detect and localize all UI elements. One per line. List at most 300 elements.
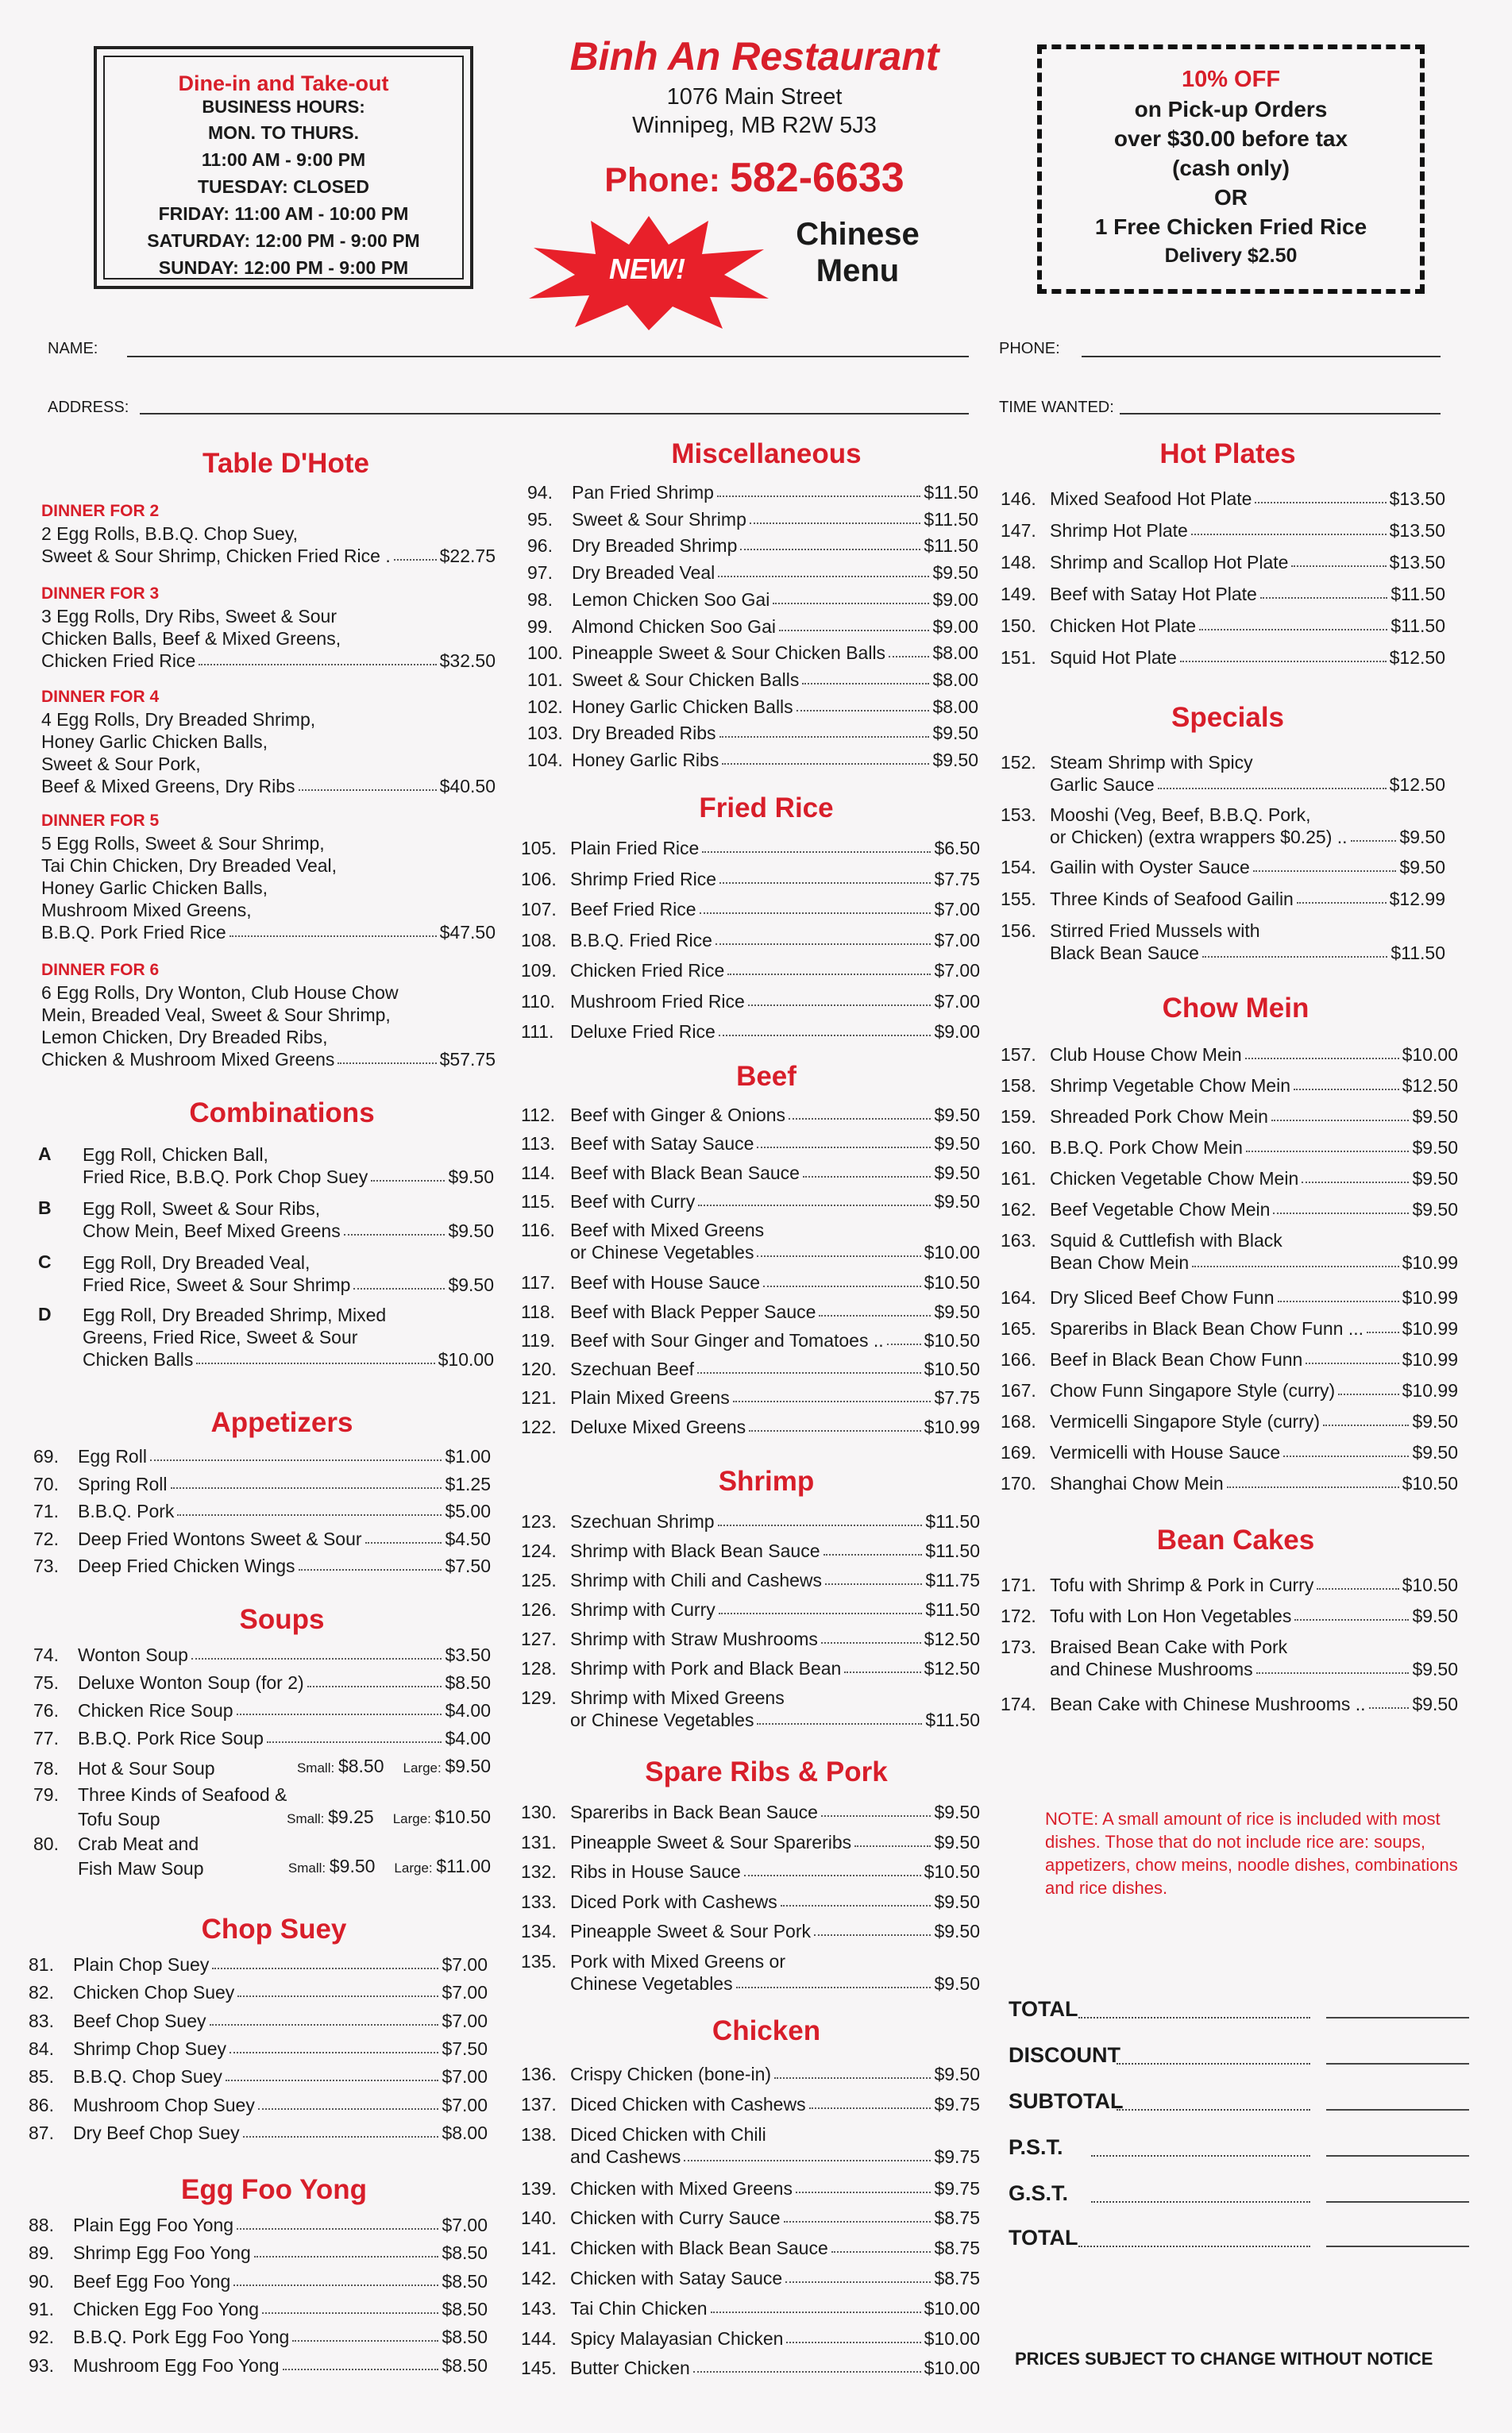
menu-item[interactable] — [521, 1598, 980, 1621]
leader-dots — [226, 2080, 439, 2081]
menu-item[interactable] — [1001, 1574, 1458, 1596]
item-line — [521, 868, 980, 890]
leader-dots — [230, 935, 437, 937]
item-line — [29, 2065, 488, 2088]
menu-item[interactable] — [521, 1190, 980, 1213]
menu-item[interactable] — [521, 1104, 980, 1126]
menu-item[interactable] — [1001, 888, 1445, 910]
leader-dots — [299, 789, 437, 791]
item-line — [521, 2297, 980, 2319]
item-price: $8.00 — [932, 669, 978, 690]
combo-text: Egg Roll, Dry Breaded Shrimp, Mixed — [83, 1305, 387, 1325]
total-entry-line[interactable] — [1326, 2246, 1469, 2247]
item-number: 77. — [33, 1728, 59, 1749]
rice-note: NOTE: A small amount of rice is included with most dishes. Those that do not include rice are: soups, appetizers, chow meins, noodle dishes, combinations and rice dishes. — [1045, 1809, 1458, 1898]
item-price: $7.00 — [442, 2010, 488, 2031]
item-price: $9.50 — [934, 1133, 980, 1155]
menu-item[interactable] — [1001, 1441, 1458, 1463]
total-entry-line[interactable] — [1326, 2063, 1469, 2065]
item-line — [521, 1132, 980, 1155]
menu-item[interactable] — [527, 669, 978, 691]
item-number: 110. — [521, 990, 556, 1012]
item-line — [521, 2123, 980, 2146]
total-label: SUBTOTAL — [1009, 2089, 1124, 2113]
dinner-line — [41, 650, 496, 672]
menu-item[interactable] — [33, 1833, 491, 1880]
item-price: $11.50 — [924, 482, 978, 503]
menu-item[interactable] — [1001, 1693, 1458, 1715]
dinner-heading: DINNER FOR 2 — [41, 502, 160, 520]
menu-item[interactable] — [521, 1358, 980, 1380]
item-line — [527, 481, 978, 503]
menu-item[interactable] — [527, 696, 978, 718]
menu-item[interactable] — [521, 2177, 980, 2200]
item-number: 92. — [29, 2327, 54, 2348]
item-line — [527, 669, 978, 691]
item-name: Shrimp with Chili and Cashews — [570, 1570, 823, 1591]
item-number: 131. — [521, 1831, 557, 1853]
item-name-cont: Bean Chow Mein — [1050, 1252, 1190, 1273]
dinner-text: Honey Garlic Chicken Balls, — [41, 877, 268, 898]
item-name: Diced Chicken with Chili — [570, 2123, 766, 2145]
item-line — [1001, 856, 1445, 878]
menu-item[interactable] — [29, 2214, 488, 2236]
menu-item[interactable] — [29, 2038, 488, 2060]
item-line — [1001, 773, 1445, 796]
menu-item[interactable] — [29, 1953, 488, 1976]
item-line — [521, 837, 980, 859]
large-price: $10.50 — [434, 1806, 491, 1827]
menu-item[interactable] — [1001, 1472, 1458, 1494]
menu-item[interactable] — [521, 1801, 980, 1823]
combo-item[interactable] — [83, 1251, 494, 1296]
leader-dots — [824, 1554, 923, 1556]
leader-dots — [237, 2228, 438, 2230]
item-line — [29, 2298, 488, 2320]
menu-item[interactable] — [1001, 1286, 1458, 1309]
menu-item[interactable] — [33, 1473, 491, 1495]
menu-item[interactable] — [29, 2094, 488, 2116]
leader-dots — [1199, 629, 1387, 630]
dinner-item[interactable] — [41, 500, 496, 567]
leader-dots — [150, 1459, 442, 1461]
item-number: 76. — [33, 1700, 59, 1721]
menu-item[interactable] — [1001, 1410, 1458, 1432]
menu-item[interactable] — [29, 2010, 488, 2032]
item-name: Spicy Malayasian Chicken — [570, 2327, 784, 2349]
item-number: 118. — [521, 1301, 556, 1322]
menu-item[interactable] — [33, 1644, 491, 1666]
leader-dots — [718, 576, 929, 577]
menu-item[interactable] — [521, 2207, 980, 2229]
item-price: $12.99 — [1389, 889, 1445, 909]
promo-line: (cash only) — [1172, 156, 1290, 180]
item-name: Mooshi (Veg, Beef, B.B.Q. Pork, — [1050, 804, 1311, 825]
combo-line — [83, 1220, 494, 1242]
menu-item[interactable] — [33, 1528, 491, 1550]
dinner-heading: DINNER FOR 6 — [41, 961, 160, 979]
dinner-line — [41, 1048, 496, 1070]
menu-item[interactable] — [521, 1219, 980, 1263]
item-price: $9.00 — [932, 615, 978, 637]
item-name: Gailin with Oyster Sauce — [1050, 857, 1250, 877]
item-name: Beef with Satay Sauce — [570, 1133, 754, 1155]
menu-item[interactable] — [521, 868, 980, 890]
total-entry-line[interactable] — [1326, 2155, 1469, 2157]
menu-item[interactable] — [521, 959, 980, 981]
item-line — [33, 1528, 491, 1550]
dinner-text: Lemon Chicken, Dry Breaded Ribs, — [41, 1027, 328, 1047]
menu-item[interactable] — [521, 1950, 980, 1995]
item-name: Chicken Fried Rice — [570, 960, 725, 981]
item-name: Egg Roll — [78, 1446, 147, 1467]
item-number: 162. — [1001, 1199, 1036, 1220]
menu-item[interactable] — [521, 1540, 980, 1562]
menu-item[interactable] — [33, 1755, 491, 1779]
menu-item[interactable] — [521, 1831, 980, 1853]
menu-item[interactable] — [1001, 551, 1445, 573]
combo-text: Egg Roll, Dry Breaded Veal, — [83, 1252, 310, 1273]
menu-item[interactable] — [29, 2270, 488, 2292]
street-address: 1076 Main Street — [666, 84, 843, 110]
dinner-item[interactable] — [41, 959, 496, 1070]
leader-dots — [1260, 597, 1388, 599]
restaurant-header — [508, 30, 1001, 204]
item-number: 102. — [527, 696, 563, 717]
menu-item[interactable] — [521, 1628, 980, 1650]
item-number: 130. — [521, 1802, 557, 1822]
menu-item[interactable] — [1001, 751, 1445, 796]
item-number: 112. — [521, 1105, 556, 1125]
dinner-item[interactable] — [41, 810, 496, 943]
menu-item[interactable] — [521, 2357, 980, 2379]
item-name: Ribs in House Sauce — [570, 1861, 741, 1882]
menu-item[interactable] — [33, 1783, 491, 1830]
menu-item[interactable] — [1001, 583, 1445, 605]
large-price: $11.00 — [436, 1856, 491, 1876]
combo-text: Chicken Balls — [83, 1349, 194, 1370]
menu-item[interactable] — [521, 1860, 980, 1883]
menu-item[interactable] — [527, 615, 978, 638]
item-price: $8.75 — [934, 2238, 980, 2259]
item-line — [521, 1358, 980, 1380]
menu-item[interactable] — [1001, 1043, 1458, 1066]
menu-item[interactable] — [1001, 1379, 1458, 1402]
item-line — [33, 1555, 491, 1577]
item-price: $8.00 — [932, 696, 978, 717]
leader-dots — [786, 2342, 920, 2343]
combo-item[interactable] — [83, 1143, 494, 1188]
menu-item[interactable] — [527, 749, 978, 771]
menu-item[interactable] — [29, 2354, 488, 2377]
total-dots — [1117, 2063, 1310, 2065]
item-price: $8.75 — [934, 2207, 980, 2229]
menu-item[interactable] — [1001, 1636, 1458, 1680]
item-line — [1001, 1410, 1458, 1432]
item-price: $7.00 — [442, 1982, 488, 2003]
menu-item[interactable] — [521, 2237, 980, 2259]
item-number: 147. — [1001, 520, 1036, 541]
menu-item[interactable] — [527, 508, 978, 530]
total-entry-line[interactable] — [1326, 2201, 1469, 2203]
item-line — [521, 1329, 980, 1351]
menu-item[interactable] — [521, 898, 980, 920]
menu-item[interactable] — [521, 1162, 980, 1184]
item-name: Lemon Chicken Soo Gai — [572, 588, 770, 610]
leader-dots — [394, 559, 437, 561]
item-number: 158. — [1001, 1075, 1036, 1096]
item-number: 78. — [33, 1758, 59, 1779]
menu-item[interactable] — [33, 1445, 491, 1467]
item-name: Shrimp with Straw Mushrooms — [570, 1629, 818, 1649]
item-line — [527, 508, 978, 530]
item-price: $9.50 — [934, 2064, 980, 2084]
menu-item[interactable] — [521, 1132, 980, 1155]
item-line — [521, 1657, 980, 1679]
menu-item[interactable] — [521, 1569, 980, 1591]
menu-item[interactable] — [1001, 1105, 1458, 1128]
menu-item[interactable] — [521, 990, 980, 1012]
item-name-cont: and Chinese Mushrooms — [1050, 1659, 1253, 1679]
leader-dots — [1306, 1363, 1398, 1364]
menu-item[interactable] — [521, 1271, 980, 1294]
item-line — [521, 1801, 980, 1823]
leader-dots — [744, 1875, 921, 1876]
menu-item[interactable] — [1001, 615, 1445, 637]
leader-dots — [785, 2281, 931, 2283]
menu-item[interactable] — [521, 1329, 980, 1351]
item-number: 135. — [521, 1950, 557, 1972]
leader-dots — [757, 1255, 920, 1257]
phone-field[interactable] — [1082, 356, 1441, 357]
menu-item[interactable] — [521, 2093, 980, 2115]
menu-item[interactable] — [1001, 1605, 1458, 1627]
item-name: Squid & Cuttlefish with Black — [1050, 1230, 1282, 1251]
menu-item[interactable] — [33, 1671, 491, 1694]
item-price: $11.50 — [925, 1710, 980, 1730]
dinner-text: 5 Egg Rolls, Sweet & Sour Shrimp, — [41, 833, 325, 854]
menu-item[interactable] — [521, 1386, 980, 1409]
menu-item[interactable] — [1001, 488, 1445, 510]
item-line — [1001, 1605, 1458, 1627]
menu-item[interactable] — [1001, 1167, 1458, 1190]
large-label: Large: — [394, 1860, 437, 1876]
item-name: Deluxe Fried Rice — [570, 1021, 716, 1042]
menu-item[interactable] — [521, 2327, 980, 2350]
item-line — [1001, 1379, 1458, 1402]
item-price: $9.50 — [934, 1972, 980, 1994]
item-line — [527, 722, 978, 744]
leader-dots — [371, 1180, 445, 1182]
menu-item[interactable] — [1001, 1229, 1458, 1274]
address-field[interactable] — [140, 413, 969, 414]
dinner-text: B.B.Q. Pork Fried Rice — [41, 922, 226, 943]
menu-item[interactable] — [1001, 1074, 1458, 1097]
large-label: Large: — [403, 1760, 446, 1776]
menu-item[interactable] — [521, 1891, 980, 1913]
menu-item[interactable] — [527, 561, 978, 584]
menu-item[interactable] — [521, 1687, 980, 1731]
menu-item[interactable] — [521, 2063, 980, 2085]
item-line — [1001, 615, 1445, 637]
dinner-heading: DINNER FOR 4 — [41, 688, 160, 706]
dinner-heading: DINNER FOR 3 — [41, 584, 160, 603]
leader-dots — [796, 2192, 931, 2193]
item-number: 154. — [1001, 857, 1036, 877]
item-price: $13.50 — [1389, 520, 1445, 541]
item-line — [1001, 804, 1445, 826]
item-number: 157. — [1001, 1044, 1036, 1065]
item-name: Dry Sliced Beef Chow Funn — [1050, 1287, 1275, 1308]
menu-item[interactable] — [521, 2297, 980, 2319]
item-price: $7.00 — [442, 2094, 488, 2115]
item-price: $8.50 — [445, 1672, 491, 1693]
item-number: 83. — [29, 2010, 54, 2031]
combo-item[interactable] — [83, 1197, 494, 1242]
item-name: Stirred Fried Mussels with — [1050, 920, 1260, 941]
leader-dots — [258, 2108, 439, 2110]
total-row — [1009, 2179, 1469, 2211]
menu-item[interactable] — [1001, 1317, 1458, 1340]
menu-item[interactable] — [33, 1699, 491, 1722]
menu-item[interactable] — [1001, 804, 1445, 848]
dinner-item[interactable] — [41, 686, 496, 797]
leader-dots — [1323, 1425, 1409, 1426]
dinner-item[interactable] — [41, 583, 496, 672]
leader-dots — [719, 736, 930, 738]
item-price: $8.75 — [934, 2268, 980, 2288]
leader-dots — [1291, 565, 1386, 567]
time-wanted-field[interactable] — [1120, 413, 1441, 414]
item-price: $10.50 — [924, 1861, 980, 1882]
item-price: $11.50 — [1390, 943, 1445, 963]
section-title-bean-cakes: Bean Cakes — [1156, 1525, 1315, 1556]
item-number: 141. — [521, 2238, 557, 2259]
menu-item[interactable] — [527, 534, 978, 557]
item-number: 115. — [521, 1190, 556, 1212]
combo-price: $9.50 — [448, 1166, 494, 1187]
item-price: $9.50 — [934, 1105, 980, 1125]
item-line — [1001, 1286, 1458, 1309]
menu-item[interactable] — [521, 929, 980, 951]
item-line — [1001, 1317, 1458, 1340]
menu-item[interactable] — [29, 2298, 488, 2320]
menu-item[interactable] — [29, 2326, 488, 2348]
menu-item[interactable] — [521, 2267, 980, 2289]
large-price: $9.50 — [445, 1756, 491, 1776]
item-price: $7.50 — [442, 2038, 488, 2059]
menu-item[interactable] — [29, 2122, 488, 2144]
menu-item[interactable] — [1001, 1198, 1458, 1220]
total-entry-line[interactable] — [1326, 2109, 1469, 2111]
leader-dots — [212, 1968, 438, 1969]
item-price: $11.50 — [1390, 615, 1445, 636]
item-name: Honey Garlic Chicken Balls — [572, 696, 793, 717]
menu-item[interactable] — [521, 1510, 980, 1533]
name-field[interactable] — [127, 356, 969, 357]
item-line — [521, 1104, 980, 1126]
item-price: $10.50 — [1402, 1575, 1458, 1595]
item-line — [1001, 1251, 1458, 1274]
menu-item[interactable] — [527, 722, 978, 744]
item-number: 136. — [521, 2064, 557, 2084]
leader-dots — [1191, 534, 1387, 535]
menu-item[interactable] — [29, 2242, 488, 2264]
menu-item[interactable] — [521, 2123, 980, 2168]
menu-item[interactable] — [1001, 1136, 1458, 1159]
item-number: 160. — [1001, 1137, 1036, 1158]
item-name: Honey Garlic Ribs — [572, 750, 719, 770]
menu-item[interactable] — [1001, 519, 1445, 542]
menu-item[interactable] — [527, 588, 978, 611]
item-line — [521, 2237, 980, 2259]
leader-dots — [821, 1815, 931, 1817]
menu-item[interactable] — [33, 1727, 491, 1749]
menu-item[interactable] — [33, 1555, 491, 1577]
menu-item[interactable] — [521, 1020, 980, 1043]
menu-item[interactable] — [521, 1301, 980, 1323]
leader-dots — [1351, 840, 1397, 842]
item-price: $7.75 — [934, 1387, 980, 1409]
menu-item[interactable] — [527, 481, 978, 503]
menu-item[interactable] — [29, 2065, 488, 2088]
total-row — [1009, 2223, 1469, 2255]
menu-item[interactable] — [527, 642, 978, 664]
menu-item[interactable] — [521, 837, 980, 859]
menu-item[interactable] — [521, 1920, 980, 1942]
phone-number — [508, 154, 1001, 204]
item-price: $8.50 — [442, 2298, 488, 2319]
menu-item[interactable] — [1001, 856, 1445, 878]
item-name: Chicken Rice Soup — [78, 1700, 233, 1721]
combo-item[interactable] — [83, 1304, 494, 1371]
dinner-text: 3 Egg Rolls, Dry Ribs, Sweet & Sour — [41, 606, 337, 627]
item-name-cont: Tofu Soup — [78, 1809, 160, 1830]
menu-item[interactable] — [1001, 1348, 1458, 1371]
leader-dots — [854, 1845, 931, 1847]
leader-dots — [736, 1987, 932, 1988]
item-price: $12.50 — [1389, 774, 1445, 795]
item-name: Pineapple Sweet & Sour Pork — [570, 1921, 812, 1941]
menu-item[interactable] — [29, 1981, 488, 2003]
hours-box — [94, 46, 473, 289]
item-number: 71. — [33, 1501, 59, 1521]
item-name: Diced Pork with Cashews — [570, 1891, 777, 1912]
item-line — [1001, 1693, 1458, 1715]
business-hours-label: BUSINESS HOURS: — [202, 97, 365, 117]
item-name: B.B.Q. Chop Suey — [73, 2066, 222, 2088]
item-price: $9.50 — [934, 1162, 980, 1183]
item-name: Chicken Vegetable Chow Mein — [1050, 1168, 1299, 1189]
item-line — [521, 898, 980, 920]
item-number: 142. — [521, 2268, 557, 2288]
total-entry-line[interactable] — [1326, 2017, 1469, 2019]
menu-item[interactable] — [521, 1657, 980, 1679]
item-name: Tofu with Shrimp & Pork in Curry — [1050, 1575, 1314, 1595]
menu-item[interactable] — [1001, 646, 1445, 669]
leader-dots — [1246, 1151, 1410, 1152]
item-name: Steam Shrimp with Spicy — [1050, 752, 1253, 773]
menu-item[interactable] — [33, 1500, 491, 1522]
leader-dots — [749, 1430, 920, 1432]
menu-item[interactable] — [521, 1416, 980, 1438]
item-number: 143. — [521, 2297, 557, 2319]
item-name-cont: Black Bean Sauce — [1050, 943, 1199, 963]
menu-item[interactable] — [1001, 920, 1445, 964]
promo-line: on Pick-up Orders — [1134, 97, 1328, 121]
item-number: 121. — [521, 1387, 557, 1409]
item-line — [1001, 1043, 1458, 1066]
